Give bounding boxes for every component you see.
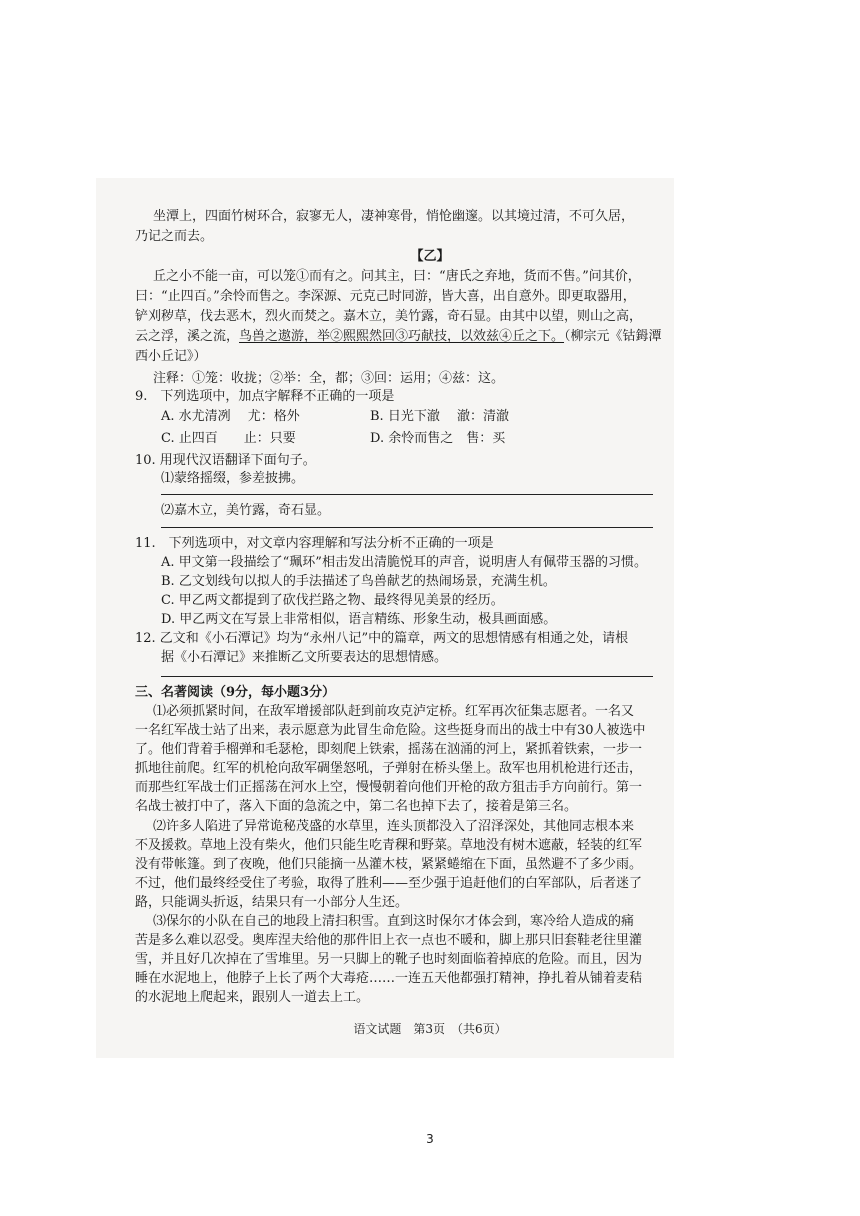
reading-line: 了。他们背着手榴弹和毛瑟枪，即刻爬上铁索，摇荡在汹涌的河上，紧抓着铁索，一步一 xyxy=(135,742,643,757)
exam-footer: 语文试题 第3页 （共6页） xyxy=(353,1022,507,1036)
question-11-stem: 11. 下列选项中，对文章内容理解和写法分析不正确的一项是 xyxy=(135,536,494,551)
reading-line: 不过，他们最终经受住了考验，取得了胜利——至少强于追赶他们的白军部队，后者迷了 xyxy=(135,876,643,891)
q10-sentence-1: ⑴蒙络摇缀，参差披拂。 xyxy=(161,471,305,486)
annotation-note: 注释：①笼：收拢；②举：全，都；③回：运用；④兹：这。 xyxy=(153,371,505,386)
q11-option-c: C. 甲乙两文都提到了砍伐拦路之物、最终得见美景的经历。 xyxy=(161,593,504,608)
section-heading: 三、名著阅读（9分，每小题3分） xyxy=(135,685,336,700)
passage-a-line: 乃记之而去。 xyxy=(135,229,214,244)
q9-option-c: C. 止四百 止：只要 xyxy=(161,431,296,446)
q9-option-d: D. 余怜而售之 售：买 xyxy=(370,431,506,446)
reading-line: 的水泥地上爬起来，跟别人一道去上工。 xyxy=(135,990,370,1005)
reading-line: ⑵许多人陷进了异常诡秘茂盛的水草里，连头顶都没入了沼泽深处，其他同志根本来 xyxy=(153,819,635,834)
passage-b-line xyxy=(135,328,662,346)
passage-b-line: 铲刈秽草，伐去恶木，烈火而焚之。嘉木立，美竹露，奇石显。由其中以望，则山之高， xyxy=(135,309,643,324)
q11-option-b: B. 乙文划线句以拟人的手法描述了鸟兽献艺的热闹场景，充满生机。 xyxy=(161,574,556,589)
reading-line: 雪，并且好几次掉在了雪堆里。另一只脚上的靴子也时刻面临着掉底的危险。而且，因为 xyxy=(135,952,643,967)
passage-b-line: 丘之小不能一亩，可以笼①而有之。问其主，曰：“唐氏之弃地，货而不售。”问其价， xyxy=(153,269,641,284)
question-9-stem: 9. 下列选项中，加点字解释不正确的一项是 xyxy=(135,389,395,404)
page-number: 3 xyxy=(426,1132,434,1146)
citation: （柳宗元《钴鉧潭 xyxy=(564,329,662,344)
reading-line: 睡在水泥地上，他脖子上长了两个大毒疮……一连五天他都强打精神，挣扎着从铺着麦秸 xyxy=(135,971,643,986)
question-10-stem: 10. 用现代汉语翻译下面句子。 xyxy=(135,453,316,468)
reading-line: 苦是多么难以忍受。奥库涅夫给他的那件旧上衣一点也不暖和，脚上那只旧套鞋老往里灌 xyxy=(135,933,643,948)
question-12-stem: 12. 乙文和《小石潭记》均为“永州八记”中的篇章，两文的思想情感有相通之处，请根 xyxy=(135,631,629,646)
reading-line: 抓地往前爬。红军的机枪向敌军碉堡怒吼，子弹射在桥头堡上。敌军也用机枪进行还击， xyxy=(135,761,643,776)
reading-line: ⑴必须抓紧时间，在敌军增援部队赶到前攻克泸定桥。红军再次征集志愿者。一名又 xyxy=(153,704,635,719)
passage-a-line: 坐潭上，四面竹树环合，寂寥无人，凄神寒骨，悄怆幽邃。以其境过清，不可久居， xyxy=(153,209,635,224)
passage-b-text: 云之浮，溪之流， xyxy=(135,329,240,344)
reading-line: 名战士被打中了，落入下面的急流之中，第二名也掉下去了，接着是第三名。 xyxy=(135,799,578,814)
q9-option-a: A. 水尤清冽 尤：格外 xyxy=(161,409,300,424)
reading-line: 而那些红军战士们正摇荡在河水上空，慢慢朝着向他们开枪的敌方狙击手方向前行。第一 xyxy=(135,780,643,795)
passage-b-line: 曰：“止四百。”余怜而售之。李深源、元克己时同游，皆大喜，出自意外。即更取器用， xyxy=(135,289,636,304)
q9-option-b: B. 日光下澈 澈：清澈 xyxy=(370,409,509,424)
question-12-stem: 据《小石潭记》来推断乙文所要表达的思想情感。 xyxy=(161,650,448,665)
reading-line: 不及援救。草地上没有柴火，他们只能生吃青稞和野菜。草地没有树木遮蔽，轻装的红军 xyxy=(135,838,643,853)
reading-line: 一名红军战士站了出来，表示愿意为此冒生命危险。这些挺身而出的战士中有30人被选中 xyxy=(135,723,646,738)
q11-option-a: A. 甲文第一段描绘了“珮环”相击发出清脆悦耳的声音，说明唐人有佩带玉器的习惯。 xyxy=(161,555,647,570)
answer-line xyxy=(161,527,653,528)
answer-line xyxy=(161,494,653,495)
reading-line: 没有带帐篷。到了夜晚，他们只能摘一丛灌木枝，紧紧蜷缩在下面，虽然避不了多少雨。 xyxy=(135,857,643,872)
reading-line: 路，只能调头折返，结果只有一小部分人生还。 xyxy=(135,895,409,910)
underlined-sentence: 鸟兽之遨游，举②熙熙然回③巧献技，以效兹④丘之下。 xyxy=(239,329,565,344)
reading-line: ⑶保尔的小队在自己的地段上清扫积雪。直到这时保尔才体会到，寒冷给人造成的痛 xyxy=(153,914,635,929)
q10-sentence-2: ⑵嘉木立，美竹露，奇石显。 xyxy=(161,503,331,518)
passage-b-line: 西小丘记》） xyxy=(135,349,207,364)
answer-line xyxy=(161,676,653,677)
passage-b-heading: 【乙】 xyxy=(410,249,450,264)
q11-option-d: D. 甲乙两文在写景上非常相似，语言精练、形象生动，极具画面感。 xyxy=(161,612,557,627)
